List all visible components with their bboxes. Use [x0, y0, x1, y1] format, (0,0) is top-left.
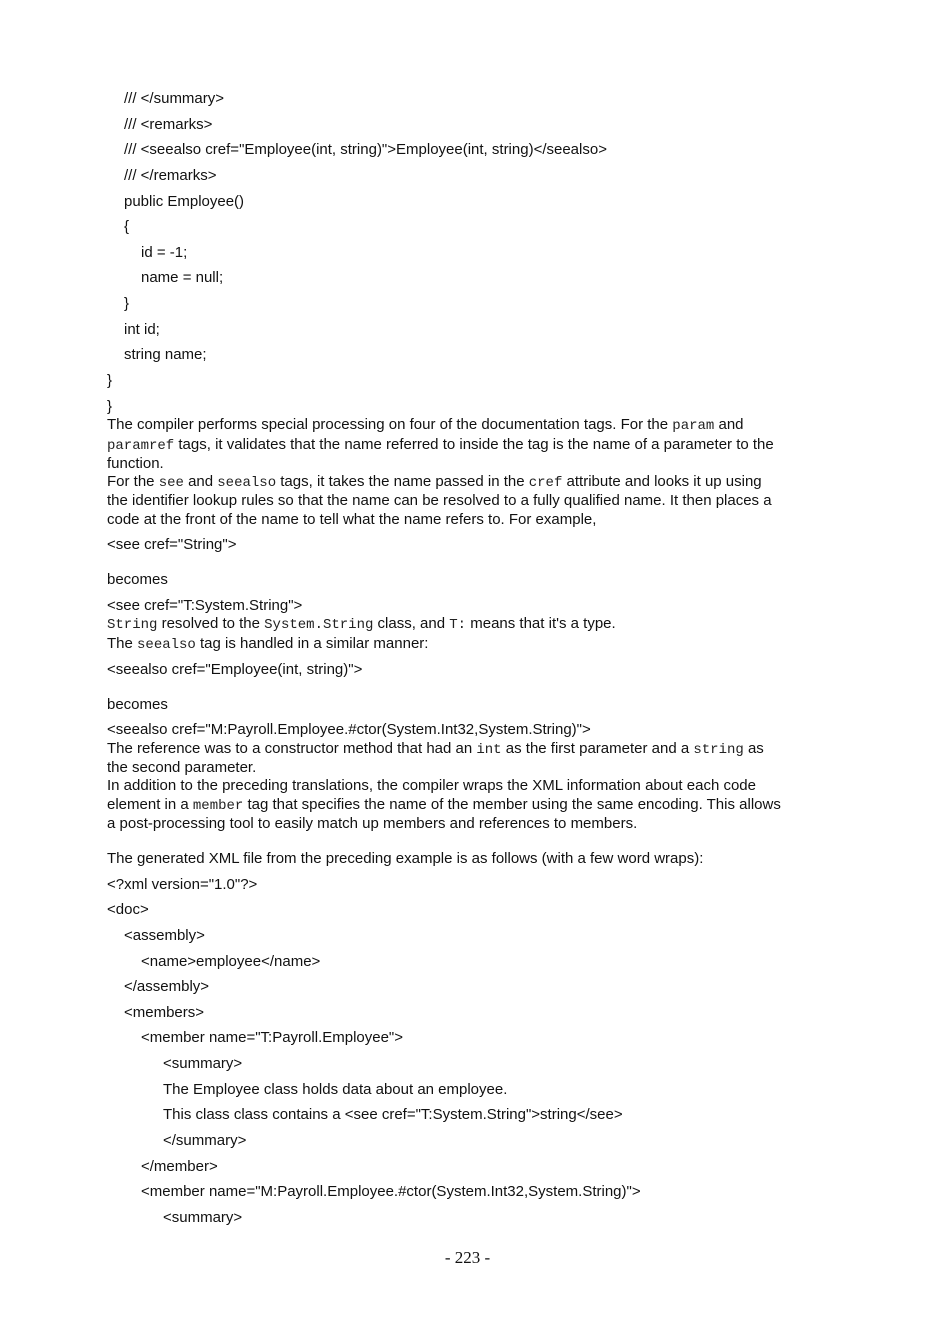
code-line: }	[107, 372, 113, 389]
inline-code: seealso	[137, 637, 196, 653]
xml-line: </assembly>	[124, 978, 210, 995]
paragraph-line: In addition to the preceding translations, the compiler wraps the XML information about each code	[107, 777, 756, 794]
xml-line: <member name="M:Payroll.Employee.#ctor(System.Int32,System.String)">	[141, 1183, 641, 1200]
inline-code: string	[693, 742, 744, 758]
paragraph-line: String resolved to the System.String class, and T: means that it's a type.	[107, 615, 616, 633]
example-code: <see cref="String">	[107, 536, 237, 553]
paragraph-line: The generated XML file from the preceding example is as follows (with a few word wraps):	[107, 850, 704, 867]
inline-code: member	[192, 798, 244, 814]
code-line: /// <seealso cref="Employee(int, string)">Employee(int, string)</seealso>	[124, 141, 607, 158]
paragraph-line: the identifier lookup rules so that the name can be resolved to a fully qualified name. It then places a	[107, 492, 772, 509]
example-code: <see cref="T:System.String">	[107, 597, 303, 614]
code-line: string name;	[124, 346, 207, 363]
code-line: id = -1;	[141, 244, 188, 261]
code-line: /// </summary>	[124, 90, 225, 107]
inline-code: T:	[449, 617, 467, 633]
xml-line: <member name="T:Payroll.Employee">	[141, 1029, 404, 1046]
paragraph-line: paramref tags, it validates that the name referred to inside the tag is the name of a parameter to the	[107, 436, 774, 454]
page-number: - 223 -	[444, 1248, 491, 1267]
inline-code: int	[476, 742, 502, 758]
paragraph-line: the second parameter.	[107, 759, 257, 776]
code-line: {	[124, 218, 130, 235]
xml-line: <summary>	[163, 1209, 243, 1226]
inline-code: String	[107, 617, 158, 633]
code-line: /// </remarks>	[124, 167, 217, 184]
becomes-label: becomes	[107, 696, 168, 713]
paragraph-line: For the see and seealso tags, it takes the name passed in the cref attribute and looks it up using	[107, 473, 762, 491]
example-code: <seealso cref="M:Payroll.Employee.#ctor(System.Int32,System.String)">	[107, 721, 591, 738]
xml-line: <members>	[124, 1004, 205, 1021]
xml-line: <doc>	[107, 901, 149, 918]
inline-code: cref	[528, 475, 563, 491]
xml-line: <summary>	[163, 1055, 243, 1072]
example-code: <seealso cref="Employee(int, string)">	[107, 661, 363, 678]
xml-line: </member>	[141, 1158, 218, 1175]
inline-code: seealso	[217, 475, 277, 491]
code-line: }	[124, 295, 130, 312]
code-line: }	[107, 398, 113, 415]
becomes-label: becomes	[107, 571, 168, 588]
paragraph-line: The seealso tag is handled in a similar manner:	[107, 635, 429, 653]
paragraph-line: function.	[107, 455, 164, 472]
inline-code: System.String	[264, 617, 374, 633]
code-line: int id;	[124, 321, 160, 338]
xml-line: <assembly>	[124, 927, 205, 944]
code-line: /// <remarks>	[124, 116, 213, 133]
paragraph-line: element in a member tag that specifies the name of the member using the same encoding. This allows	[107, 796, 781, 814]
xml-line: This class class contains a <see cref="T:System.String">string</see>	[163, 1106, 623, 1123]
xml-line: The Employee class holds data about an employee.	[163, 1081, 508, 1098]
paragraph-line: The compiler performs special processing on four of the documentation tags. For the param and	[107, 416, 744, 434]
inline-code: see	[158, 475, 184, 491]
xml-line: </summary>	[163, 1132, 247, 1149]
code-line: name = null;	[141, 269, 224, 286]
code-line: public Employee()	[124, 193, 245, 210]
paragraph-line: a post-processing tool to easily match up members and references to members.	[107, 815, 638, 832]
xml-line: <name>employee</name>	[141, 953, 321, 970]
inline-code: paramref	[107, 438, 175, 454]
xml-line: <?xml version="1.0"?>	[107, 876, 258, 893]
paragraph-line: code at the front of the name to tell what the name refers to. For example,	[107, 511, 597, 528]
paragraph-line: The reference was to a constructor method that had an int as the first parameter and a string as	[107, 740, 764, 758]
inline-code: param	[672, 418, 715, 434]
